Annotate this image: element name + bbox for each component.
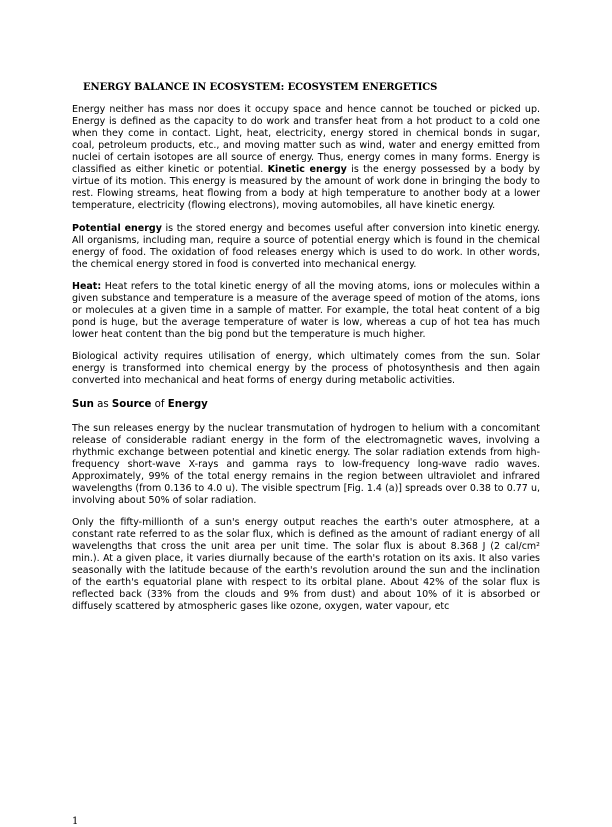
document-body — [72, 82, 540, 613]
paragraph-solar-flux: Only the fifty-millionth of a sun's energy output reaches the earth's outer atmosphere, at a constant rate referred to as the solar flux, which is defined as the amount of radiant energy of all wavelengths that cross the unit area per unit time. The solar flux is about 8.368 J (2 cal/cm² min.). At a given place, it varies diurnally because of the earth's rotation on its axis. It also varies seasonally with the latitude because of the earth's revolution around the sun and the inclination of the earth's equatorial plane with respect to its orbital plane. About 42% of the solar flux is reflected back (33% from the clouds and 9% from dust) and about 10% of it is absorbed or diffusely scattered by atmospheric gases like ozone, oxygen, water vapour, etc — [72, 517, 540, 612]
term-kinetic-energy: Kinetic energy — [267, 164, 347, 175]
p2-text: is the stored energy and becomes useful after conversion into kinetic energy. All organisms, including man, require a source of potential energy which is found in the chemical energy of food. The oxidation of food releases energy which is used to do work. In other words, the chemical energy stored in food is converted into mechanical energy. — [72, 223, 540, 270]
heading-part-of: of — [151, 399, 168, 410]
heading-part-energy: Energy — [167, 399, 208, 410]
term-potential-energy: Potential energy — [72, 223, 162, 234]
term-heat: Heat: — [72, 281, 102, 292]
page-number: 1 — [72, 816, 79, 827]
heading-part-as: as — [93, 399, 112, 410]
p1-text-b: is the energy possessed by a body by virtue of its motion. This energy is measured by the amount of work done in bringing the body to rest. Flowing streams, heat flowing from a body at high temperature to another body at a lower temperature, electricity (flowing electrons), moving automobiles, all have kinetic energy. — [72, 164, 541, 211]
heading-part-sun: Sun — [72, 399, 94, 410]
paragraph-energy-definition — [72, 104, 540, 212]
document-title: ENERGY BALANCE IN ECOSYSTEM: ECOSYSTEM ENERGETICS — [83, 82, 438, 93]
paragraph-potential-energy — [72, 223, 540, 271]
paragraph-biological-activity: Biological activity requires utilisation of energy, which ultimately comes from the sun. Solar energy is transformed into chemical energy by the process of photosynthesis and then again converted into mechanical and heat forms of energy during metabolic activities. — [72, 351, 540, 386]
heading-part-source: Source — [111, 399, 152, 410]
section-heading-sun — [72, 399, 540, 410]
paragraph-heat — [72, 281, 540, 341]
p1-text-a: Energy neither has mass nor does it occupy space and hence cannot be touched or picked up. Energy is defined as the capacity to do work and transfer heat from a hot product to a cold one when they come in contact. Light, heat, electricity, energy stored in chemical bonds in sugar, coal, petroleum products, etc., and moving matter such as wind, water and energy emitted from nuclei of certain isotopes are all source of energy. Thus, energy comes in many forms. Energy is classified as either kinetic or potential. — [72, 104, 540, 175]
p3-text: Heat refers to the total kinetic energy of all the moving atoms, ions or molecules within a given substance and temperature is a measure of the average speed of motion of the atoms, ions or molecules at a given time in a sample of matter. For example, the total heat content of a big pond is huge, but the average temperature of water is low, whereas a cup of hot tea has much lower heat content than the big pond but the temperature is much higher. — [72, 281, 540, 340]
paragraph-sun-energy: The sun releases energy by the nuclear transmutation of hydrogen to helium with a concomitant release of considerable radiant energy in the form of the electromagnetic waves, involving a rhythmic exchange between potential and kinetic energy. The solar radiation extends from high-frequency short-wave X-rays and gamma rays to low-frequency long-wave radio waves. Approximately, 99% of the total energy remains in the region between ultraviolet and infrared wavelengths (from 0.136 to 4.0 u). The visible spectrum [Fig. 1.4 (a)] spreads over 0.38 to 0.77 u, involving about 50% of solar radiation. — [72, 423, 540, 506]
